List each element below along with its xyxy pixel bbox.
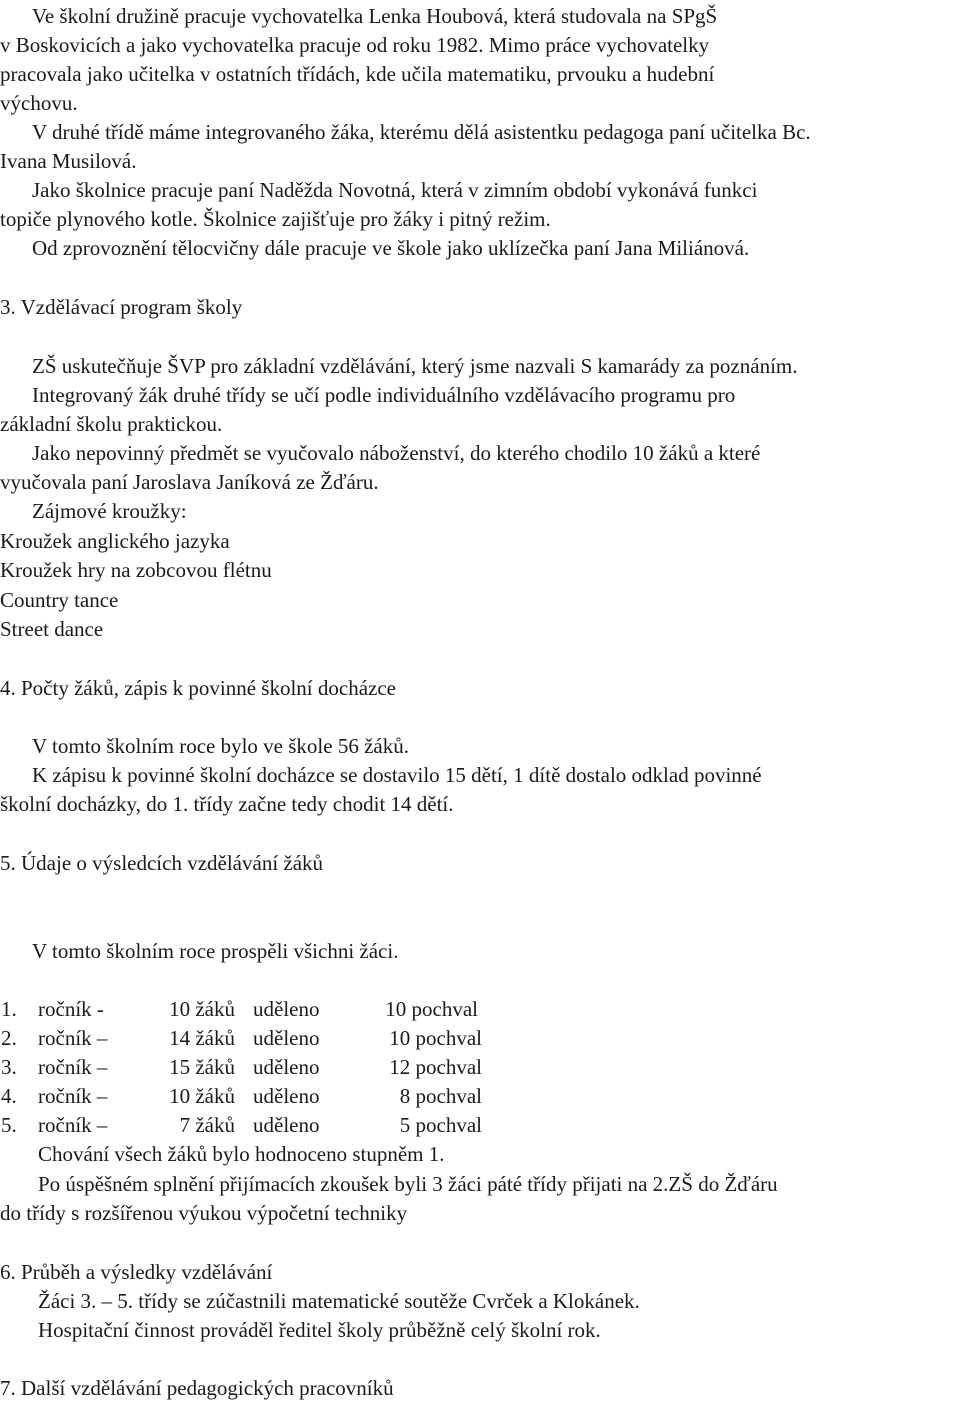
praise-count: 10 pochval — [389, 1026, 482, 1050]
club-item: Kroužek hry na zobcovou flétnu — [0, 558, 272, 582]
club-item: Country tance — [0, 588, 119, 612]
section-heading: 5. Údaje o výsledcích vzdělávání žáků — [0, 851, 324, 875]
paragraph-line: Od zprovoznění tělocvičny dále pracuje ve škole jako uklízečka paní Jana Miliánová. — [32, 236, 750, 260]
paragraph-line: Jako nepovinný předmět se vyučovalo náboženství, do kterého chodilo 10 žáků a které — [32, 441, 761, 465]
praise-count: 12 pochval — [389, 1055, 482, 1079]
paragraph-line: Ivana Musilová. — [0, 149, 137, 173]
section-heading: 6. Průběh a výsledky vzdělávání — [0, 1260, 273, 1284]
section-heading: 7. Další vzdělávání pedagogických pracovníků — [0, 1376, 394, 1400]
pupil-count: 10 žáků — [169, 997, 235, 1021]
clubs-heading: Zájmové kroužky: — [32, 499, 187, 523]
praise-count: 8 pochval — [399, 1084, 482, 1108]
pupil-count: 10 žáků — [169, 1084, 235, 1108]
table-row — [0, 1112, 560, 1138]
awarded-label: uděleno — [253, 1113, 320, 1137]
paragraph-line: V tomto školním roce prospěli všichni žáci. — [32, 939, 399, 963]
awarded-label: uděleno — [253, 997, 320, 1021]
paragraph-line: ZŠ uskutečňuje ŠVP pro základní vzdělávání, který jsme nazvali S kamarády za poznáním. — [32, 354, 798, 378]
row-number: 4. — [1, 1084, 17, 1108]
section-heading: 3. Vzdělávací program školy — [0, 295, 243, 319]
paragraph-line: základní školu praktickou. — [0, 412, 223, 436]
table-row — [0, 1025, 560, 1051]
row-number: 1. — [1, 997, 17, 1021]
table-row — [0, 996, 560, 1022]
paragraph-line: výchovu. — [0, 91, 78, 115]
club-item: Street dance — [0, 617, 104, 641]
paragraph-line: Žáci 3. – 5. třídy se zúčastnili matematické soutěže Cvrček a Klokánek. — [38, 1289, 640, 1313]
row-number: 3. — [1, 1055, 17, 1079]
row-label: ročník – — [38, 1026, 108, 1050]
paragraph-line: do třídy s rozšířenou výukou výpočetní techniky — [0, 1201, 408, 1225]
paragraph-line: K zápisu k povinné školní docházce se dostavilo 15 dětí, 1 dítě dostalo odklad povinné — [32, 763, 762, 787]
paragraph-line: Integrovaný žák druhé třídy se učí podle individuálního vzdělávacího programu pro — [32, 383, 736, 407]
pupil-count: 14 žáků — [169, 1026, 235, 1050]
row-label: ročník - — [38, 997, 104, 1021]
paragraph-line: V tomto školním roce bylo ve škole 56 žáků. — [32, 734, 409, 758]
paragraph-line: pracovala jako učitelka v ostatních třídách, kde učila matematiku, prvouku a hudební — [0, 62, 715, 86]
row-label: ročník – — [38, 1113, 108, 1137]
paragraph-line: Ve školní družině pracuje vychovatelka Lenka Houbová, která studovala na SPgŠ — [32, 4, 718, 28]
row-label: ročník – — [38, 1084, 108, 1108]
praise-count: 10 pochval — [385, 997, 478, 1021]
pupil-count: 7 žáků — [179, 1113, 235, 1137]
paragraph-line: Jako školnice pracuje paní Naděžda Novotná, která v zimním období vykonává funkci — [32, 178, 758, 202]
paragraph-line: vyučovala paní Jaroslava Janíková ze Žďáru. — [0, 470, 379, 494]
praise-count: 5 pochval — [399, 1113, 482, 1137]
pupil-count: 15 žáků — [169, 1055, 235, 1079]
paragraph-line: V druhé třídě máme integrovaného žáka, kterému dělá asistentku pedagoga paní učitelka Bc. — [32, 120, 811, 144]
row-number: 5. — [1, 1113, 17, 1137]
awarded-label: uděleno — [253, 1084, 320, 1108]
table-row — [0, 1083, 560, 1109]
paragraph-line: Hospitační činnost prováděl ředitel školy průběžně celý školní rok. — [38, 1318, 601, 1342]
section-heading: 4. Počty žáků, zápis k povinné školní docházce — [0, 676, 396, 700]
awarded-label: uděleno — [253, 1055, 320, 1079]
paragraph-line: Chování všech žáků bylo hodnoceno stupněm 1. — [38, 1142, 445, 1166]
paragraph-line: Po úspěšném splnění přijímacích zkoušek byli 3 žáci páté třídy přijati na 2.ZŠ do Žďáru — [38, 1172, 778, 1196]
row-label: ročník – — [38, 1055, 108, 1079]
table-row — [0, 1054, 560, 1080]
paragraph-line: topiče plynového kotle. Školnice zajišťuje pro žáky i pitný režim. — [0, 207, 551, 231]
club-item: Kroužek anglického jazyka — [0, 529, 230, 553]
paragraph-line: školní docházky, do 1. třídy začne tedy chodit 14 dětí. — [0, 792, 454, 816]
row-number: 2. — [1, 1026, 17, 1050]
paragraph-line: v Boskovicích a jako vychovatelka pracuje od roku 1982. Mimo práce vychovatelky — [0, 33, 710, 57]
awarded-label: uděleno — [253, 1026, 320, 1050]
